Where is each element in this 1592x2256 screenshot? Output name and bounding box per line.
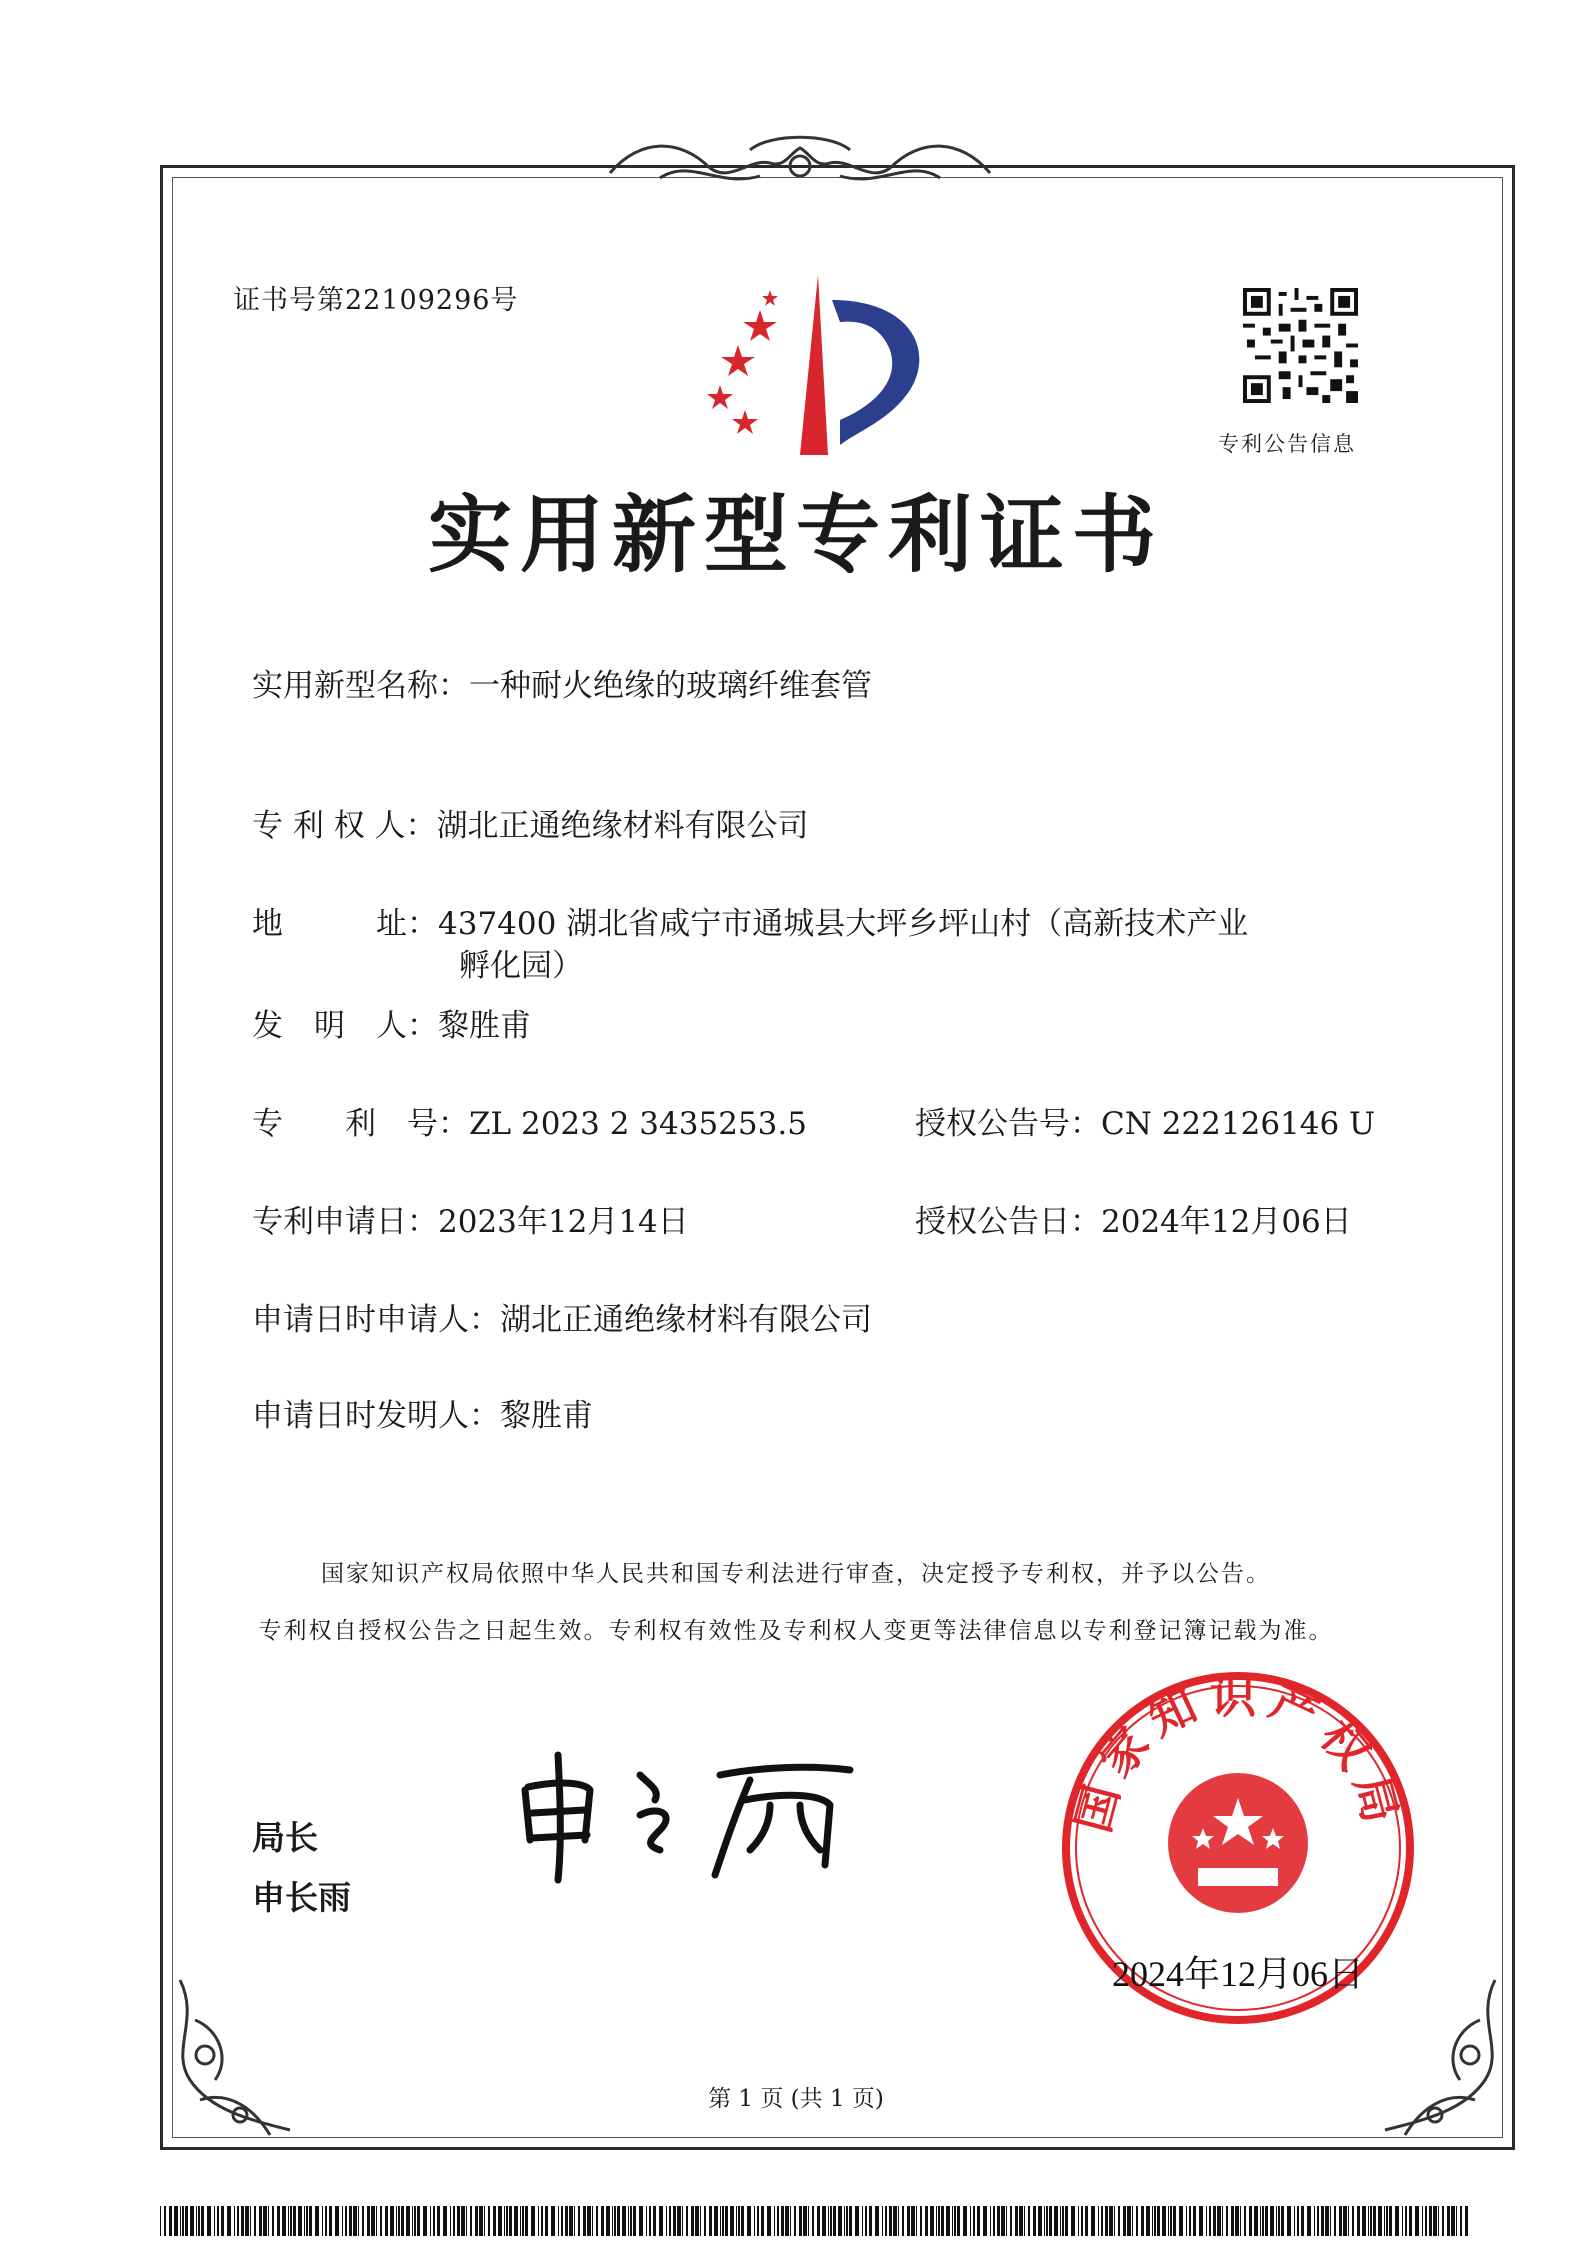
field-grant-publication-date: [915, 1196, 1352, 1241]
field-inventor: [252, 1000, 531, 1045]
page-title: 实用新型专利证书: [427, 486, 1164, 584]
field-value: ZL 2023 2 3435253.5: [469, 1106, 807, 1142]
page-number: 第 1 页 (共 1 页): [708, 2086, 884, 2112]
field-value: CN 222126146 U: [1101, 1106, 1376, 1142]
field-value: 一种耐火绝缘的玻璃纤维套管: [469, 668, 872, 704]
field-patentee: [252, 800, 809, 845]
field-label: 授权公告号：: [915, 1106, 1101, 1142]
field-patent-number: [252, 1098, 807, 1143]
field-label: 专利申请日：: [252, 1204, 438, 1240]
field-value: 2024年12月06日: [1101, 1204, 1352, 1240]
field-value: 黎胜甫: [500, 1398, 593, 1434]
field-value: 湖北正通绝缘材料有限公司: [500, 1302, 872, 1338]
field-filing-date: [252, 1196, 689, 1241]
cnipa-logo-icon: [700, 270, 940, 460]
field-value: 黎胜甫: [438, 1008, 531, 1044]
top-ornament-icon: [600, 128, 1000, 198]
field-label: 发 明 人：: [252, 1008, 438, 1044]
field-label: 申请日时发明人：: [252, 1398, 500, 1434]
field-applicant-at-filing: [252, 1294, 872, 1339]
seal-date-text: 2024年12月06日: [1111, 1954, 1365, 1994]
director-name: 申长雨: [252, 1878, 351, 1917]
barcode-icon: [160, 2206, 1480, 2236]
field-label: 专 利 权 人：: [252, 808, 437, 844]
field-value: 2023年12月14日: [438, 1204, 689, 1240]
seal-org-text: 国家知识产权局: [1065, 1669, 1411, 1838]
field-label: 申请日时申请人：: [252, 1302, 500, 1338]
notice-line-2: 专利权自授权公告之日起生效。专利权有效性及专利权人变更等法律信息以专利登记簿记载为准。: [258, 1618, 1334, 1644]
field-grant-publication-number: [915, 1098, 1375, 1143]
qr-caption: 专利公告信息: [1218, 432, 1356, 456]
field-value: 437400 湖北省咸宁市通城县大坪乡坪山村（高新技术产业: [438, 906, 1249, 942]
field-address-line2: 孵化园）: [459, 948, 583, 984]
field-inventor-at-filing: [252, 1390, 593, 1435]
notice-line-1: 国家知识产权局依照中华人民共和国专利法进行审查，决定授予专利权，并予以公告。: [321, 1561, 1271, 1587]
field-utility-model-name: [252, 660, 872, 705]
qr-code-icon[interactable]: [1243, 288, 1358, 403]
director-signature: [510, 1745, 870, 1885]
field-label: 地 址：: [252, 906, 438, 942]
field-address: [252, 898, 1248, 943]
field-label: 授权公告日：: [915, 1204, 1101, 1240]
corner-ornament-icon: [160, 1960, 310, 2150]
certificate-number: 证书号第22109296号: [233, 285, 519, 316]
field-label: 专 利 号：: [252, 1106, 469, 1142]
official-seal-stamp: [1058, 1668, 1418, 2028]
field-label: 实用新型名称：: [252, 668, 469, 704]
director-title: 局长: [252, 1818, 318, 1857]
field-value: 湖北正通绝缘材料有限公司: [436, 808, 809, 844]
